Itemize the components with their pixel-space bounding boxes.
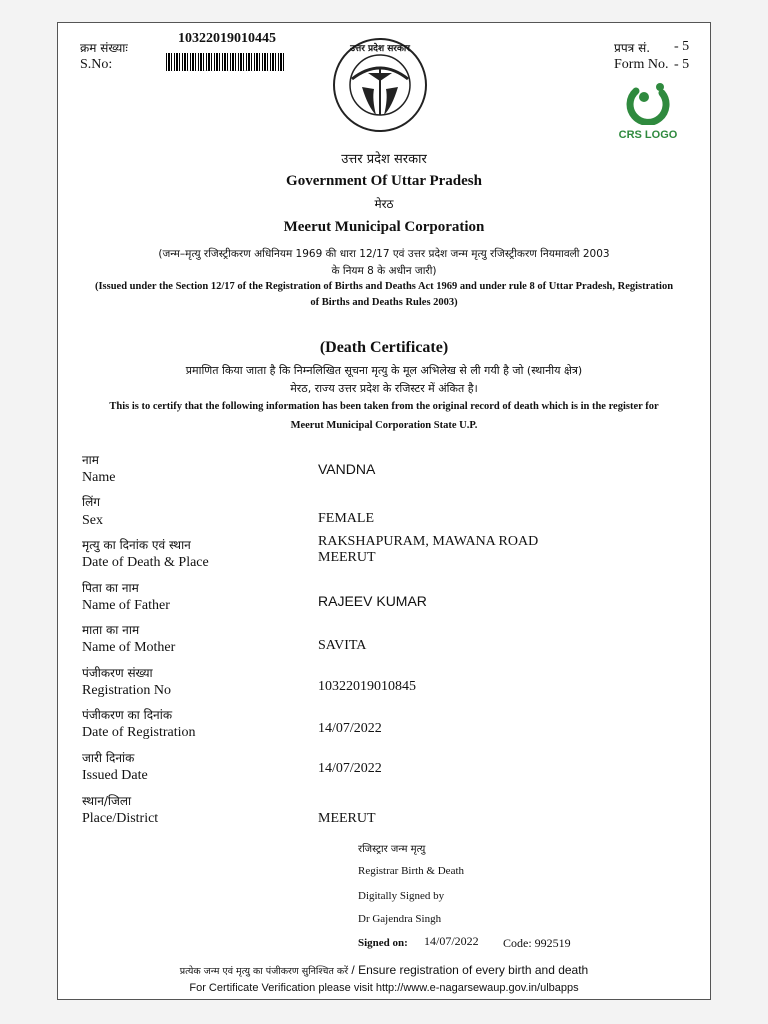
corporation-en: Meerut Municipal Corporation [283,219,485,235]
field-label-en: Registration No [82,683,172,698]
signed-on-value: 14/07/2022 [424,934,479,948]
field-value: 14/07/2022 [318,721,382,736]
state-en: Government Of Uttar Pradesh [286,173,482,189]
field-label-hi: स्थान/जिला [82,794,132,808]
field-value: 14/07/2022 [318,761,382,776]
field-label-en: Date of Death & Place [82,555,209,570]
up-emblem [332,37,428,133]
signature-code: Code: 992519 [503,936,571,950]
field-value: VANDNA [318,461,376,477]
form-value-hi: - 5 [674,39,690,54]
form-value-en: - 5 [674,57,690,72]
field-value: 10322019010845 [318,679,416,694]
act-line2-en: of Births and Deaths Rules 2003) [310,297,458,308]
emblem-text: उत्तर प्रदेश सरकार [350,44,410,54]
city-hi: मेरठ [374,197,394,211]
serial-number: 10322019010445 [178,31,276,46]
state-hi: उत्तर प्रदेश सरकार [341,152,427,167]
field-label-en: Sex [82,513,103,528]
crs-logo [618,81,678,145]
field-label-en: Name of Mother [82,640,176,655]
field-label-hi: माता का नाम [82,623,140,637]
barcode [166,53,286,71]
field-value: MEERUT [318,811,376,826]
certificate-title: (Death Certificate) [319,339,449,356]
act-line2-hi: के नियम 8 के अधीन जारी) [331,265,437,277]
field-label-hi: लिंग [82,495,101,509]
signed-on-label: Signed on: [358,937,408,949]
registrar-en: Registrar Birth & Death [358,865,465,877]
signer-name: Dr Gajendra Singh [358,913,442,925]
serial-label-en: S.No: [80,57,113,72]
field-label-en: Issued Date [82,768,148,783]
field-label-en: Place/District [82,811,159,826]
serial-label-hi: क्रम संख्याः [80,41,128,55]
field-value: SAVITA [318,638,367,653]
registrar-hi: रजिस्ट्रार जन्म मृत्यु [358,844,426,855]
crs-logo-text: CRS LOGO [618,129,678,141]
field-label-en: Name [82,470,116,485]
field-label-en: Name of Father [82,598,170,613]
form-label-hi: प्रपत्र सं. [614,41,651,55]
ensure-en: / Ensure registration of every birth and death [348,963,589,977]
field-label-hi: मृत्यु का दिनांक एवं स्थान [82,538,191,552]
act-line1-hi: (जन्म–मृत्यु रजिस्ट्रीकरण अधिनियम 1969 की धारा 12/17 एवं उत्तर प्रदेश जन्म मृत्यु रजिस्ट्रीकरण नियमावली 2003 [158,248,610,260]
cert-line2-hi: मेरठ, राज्य उत्तर प्रदेश के रजिस्टर में अंकित है। [290,382,478,395]
field-value-line2: MEERUT [318,550,376,565]
field-label-hi: जारी दिनांक [82,751,135,765]
field-label-hi: पंजीकरण का दिनांक [82,708,173,722]
certificate-page [57,22,711,1000]
act-line1-en: (Issued under the Section 12/17 of the Registration of Births and Deaths Act 1969 and under rule 8 of Uttar Pradesh, Registration [94,281,674,292]
ensure-registration [58,961,710,979]
cert-line2-en: Meerut Municipal Corporation State U.P. [290,420,478,431]
field-label-en: Date of Registration [82,725,196,740]
field-label-hi: पंजीकरण संख्या [82,666,153,680]
field-label-hi: पिता का नाम [82,581,139,595]
field-label-hi: नाम [82,453,99,467]
ensure-hi: प्रत्येक जन्म एवं मृत्यु का पंजीकरण सुनिश्चित करें [179,966,349,977]
field-value: FEMALE [318,511,374,526]
field-value-line1: RAKSHAPURAM, MAWANA ROAD [318,534,539,549]
crs-logo-icon [618,81,678,125]
digitally-signed: Digitally Signed by [358,890,445,902]
field-value: RAJEEV KUMAR [318,593,427,609]
form-label-en: Form No. [614,57,669,72]
verification-url: For Certificate Verification please visit http://www.e-nagarsewaup.gov.in/ulbapps [189,982,579,994]
cert-line1-en: This is to certify that the following information has been taken from the original record of death which is in the register for [109,401,659,412]
cert-line1-hi: प्रमाणित किया जाता है कि निम्नलिखित सूचना मृत्यु के मूल अभिलेख से ली गयी है जो (स्थानीय क्षेत्र) [185,364,583,377]
